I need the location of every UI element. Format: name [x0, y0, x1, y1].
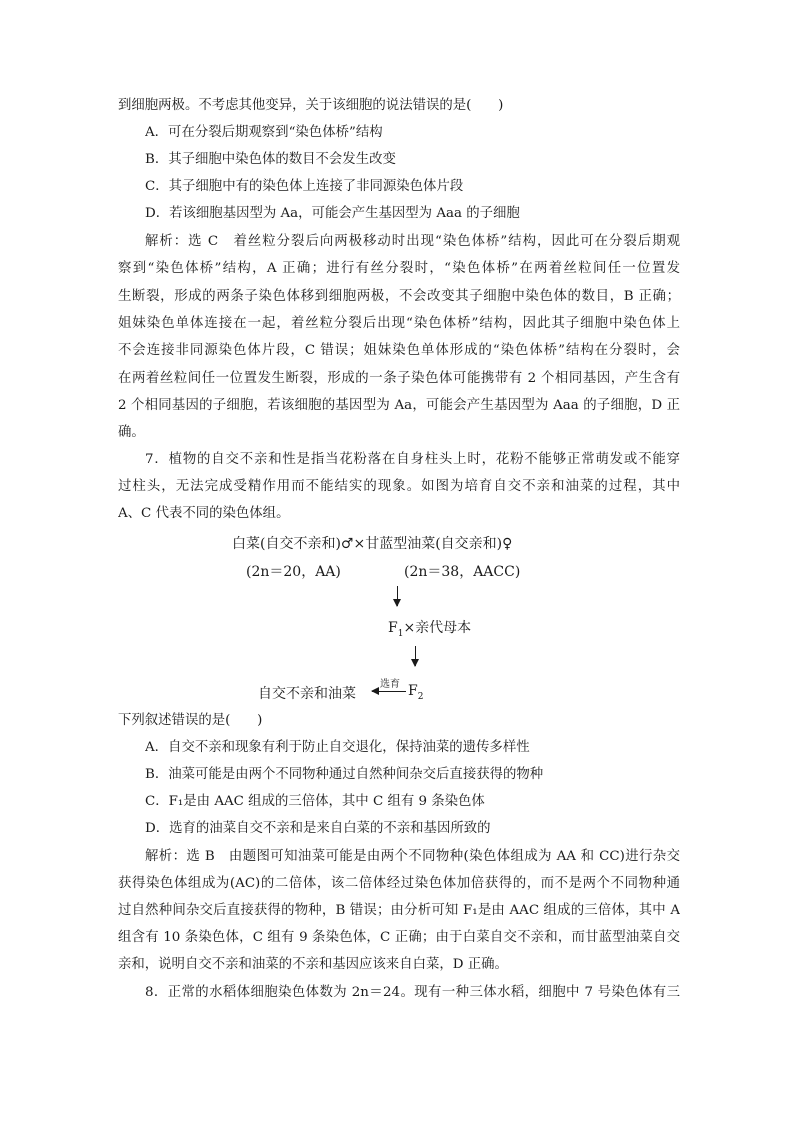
q6-option-a: A．可在分裂后期观察到“染色体桥”结构	[145, 125, 383, 140]
q7-question: 下列叙述错误的是( )	[118, 713, 263, 728]
q6-analysis-line: 姐妹染色单体连接在一起，着丝粒分裂后出现“染色体桥”结构，因此其子细胞中染色体上	[118, 316, 680, 331]
down-arrow-icon	[415, 646, 416, 666]
q7-option-a: A．自交不亲和现象有利于防止自交退化，保持油菜的遗传多样性	[145, 740, 530, 755]
q7-stem-line: 过柱头，无法完成受精作用而不能结实的现象。如图为培育自交不亲和油菜的过程，其中	[118, 479, 680, 494]
q7-analysis-line: 获得染色体组成为(AC)的二倍体，该二倍体经过染色体加倍获得的，而不是两个不同物种通	[118, 876, 680, 891]
q8-stem-line: 8．正常的水稻体细胞染色体数为 2n＝24。现有一种三体水稻，细胞中 7 号染色体有三	[145, 985, 680, 1000]
diagram-arrow-label: 选育	[380, 679, 400, 690]
left-arrow-icon	[372, 691, 406, 692]
q6-analysis-line: 2 个相同基因的子细胞，若该细胞的基因型为 Aa，可能会产生基因型为 Aaa 的子细胞，D 正	[118, 398, 680, 413]
q7-option-b: B．油菜可能是由两个不同物种通过自然种间杂交后直接获得的物种	[145, 767, 544, 782]
diagram-f1-cross: $F_1\times$亲代母本	[388, 620, 472, 639]
q7-stem-line: 7．植物的自交不亲和性是指当花粉落在自身柱头上时，花粉不能够正常萌发或不能穿	[145, 452, 680, 467]
q6-option-c: C．其子细胞中有的染色体上连接了非同源染色体片段	[145, 179, 464, 194]
q6-stem-end: 到细胞两极。不考虑其他变异，关于该细胞的说法错误的是( )	[118, 98, 504, 113]
q6-analysis-line: 解析：选 C 着丝粒分裂后向两极移动时出现“染色体桥”结构，因此可在分裂后期观	[145, 234, 680, 249]
q6-analysis-line: 确。	[118, 425, 145, 440]
diagram-f2: $F_2$	[408, 683, 424, 702]
q6-analysis-line: 察到“染色体桥”结构，A 正确；进行有丝分裂时，“染色体桥”在两着丝粒间任一位置发	[118, 261, 680, 276]
q7-analysis-line: 解析：选 B 由题图可知油菜可能是由两个不同物种(染色体组成为 AA 和 CC)进行杂交	[145, 849, 680, 864]
q7-option-d: D．选育的油菜自交不亲和是来自白菜的不亲和基因所致的	[145, 821, 491, 836]
q7-option-c: C．F₁是由 AAC 组成的三倍体，其中 C 组有 9 条染色体	[145, 794, 485, 809]
q6-analysis-line: 不会连接非同源染色体片段，C 错误；姐妹染色单体形成的“染色体桥”结构在分裂时，会	[118, 343, 680, 358]
q7-stem-line: A、C 代表不同的染色体组。	[118, 506, 290, 521]
down-arrow-icon	[397, 586, 398, 606]
q7-analysis-line: 组含有 10 条染色体，C 组有 9 条染色体，C 正确；由于白菜自交不亲和，而甘蓝型油菜自交	[118, 930, 680, 945]
q6-analysis-line: 生断裂，形成的两条子染色体移到细胞两极，不会改变其子细胞中染色体的数目，B 正确；	[118, 289, 680, 304]
q6-option-d: D．若该细胞基因型为 Aa，可能会产生基因型为 Aaa 的子细胞	[145, 206, 520, 221]
q6-option-b: B．其子细胞中染色体的数目不会发生改变	[145, 152, 396, 167]
diagram-left-genome: (2n＝20，AA)	[246, 564, 341, 580]
q6-analysis-line: 在两着丝粒间任一位置发生断裂，形成的一条子染色体可能携带有 2 个相同基因，产生含有	[118, 371, 680, 386]
diagram-result: 自交不亲和油菜	[258, 686, 356, 702]
diagram-right-genome: (2n＝38，AACC)	[404, 564, 521, 580]
diagram-parents: 白菜(自交不亲和)♂×甘蓝型油菜(自交亲和)♀	[232, 536, 513, 552]
q7-analysis-line: 过自然种间杂交后直接获得的物种，B 错误；由分析可知 F₁是由 AAC 组成的三倍体，其中 A	[118, 903, 680, 918]
q7-analysis-line: 亲和，说明自交不亲和油菜的不亲和基因应该来自白菜，D 正确。	[118, 957, 508, 972]
